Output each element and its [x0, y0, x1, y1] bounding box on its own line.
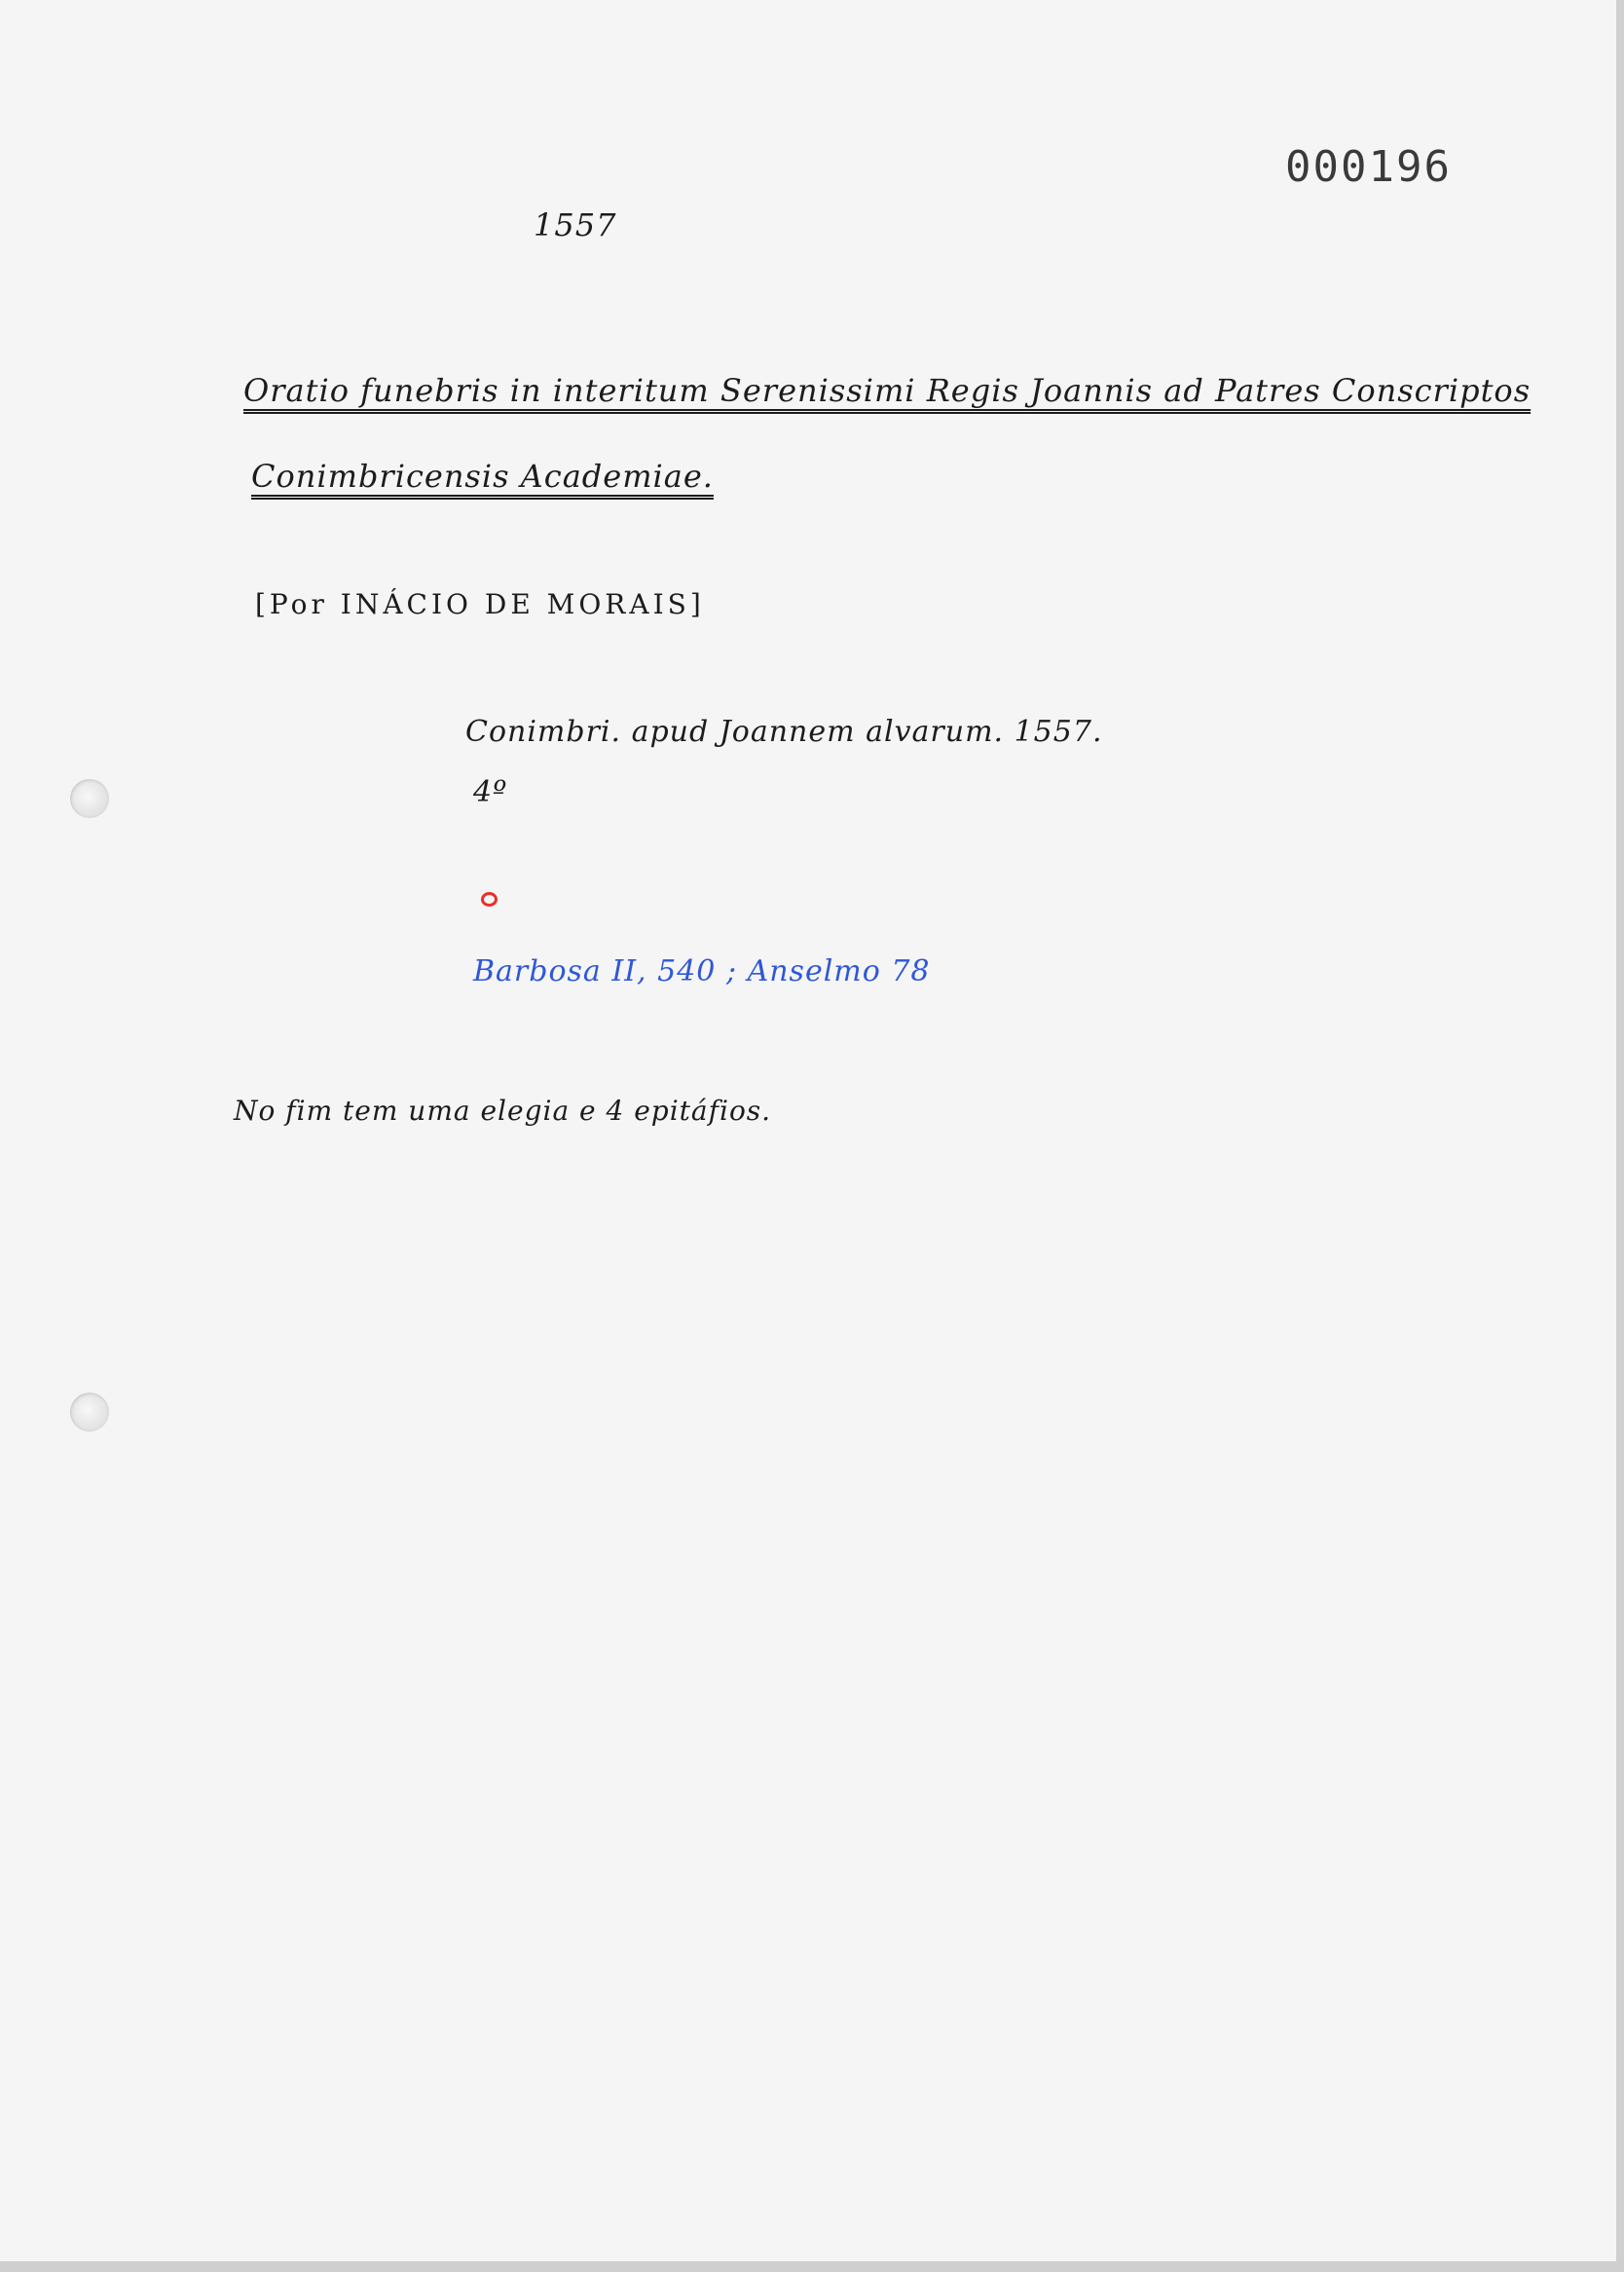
note-line: No fim tem uma elegia e 4 epitáfios.: [234, 1095, 772, 1127]
title-line-2: Conimbricensis Academiae.: [251, 458, 714, 495]
punch-hole-icon: [70, 1393, 109, 1432]
stamp-number: 000196: [1285, 142, 1452, 192]
format-line: 4º: [473, 775, 508, 809]
page-edge-bottom: [0, 2261, 1624, 2272]
imprint-line: Conimbri. apud Joannem alvarum. 1557.: [465, 715, 1103, 749]
author-line: [Por INÁCIO DE MORAIS]: [255, 588, 705, 620]
punch-hole-icon: [70, 779, 109, 818]
year-heading: 1557: [534, 206, 617, 243]
title-line-1: Oratio funebris in interitum Serenissimi Regis Joannis ad Patres Conscriptos: [243, 372, 1532, 409]
page-edge-right: [1616, 0, 1624, 2272]
red-circle-mark: [481, 892, 498, 907]
references-line: Barbosa II, 540 ; Anselmo 78: [473, 954, 931, 988]
